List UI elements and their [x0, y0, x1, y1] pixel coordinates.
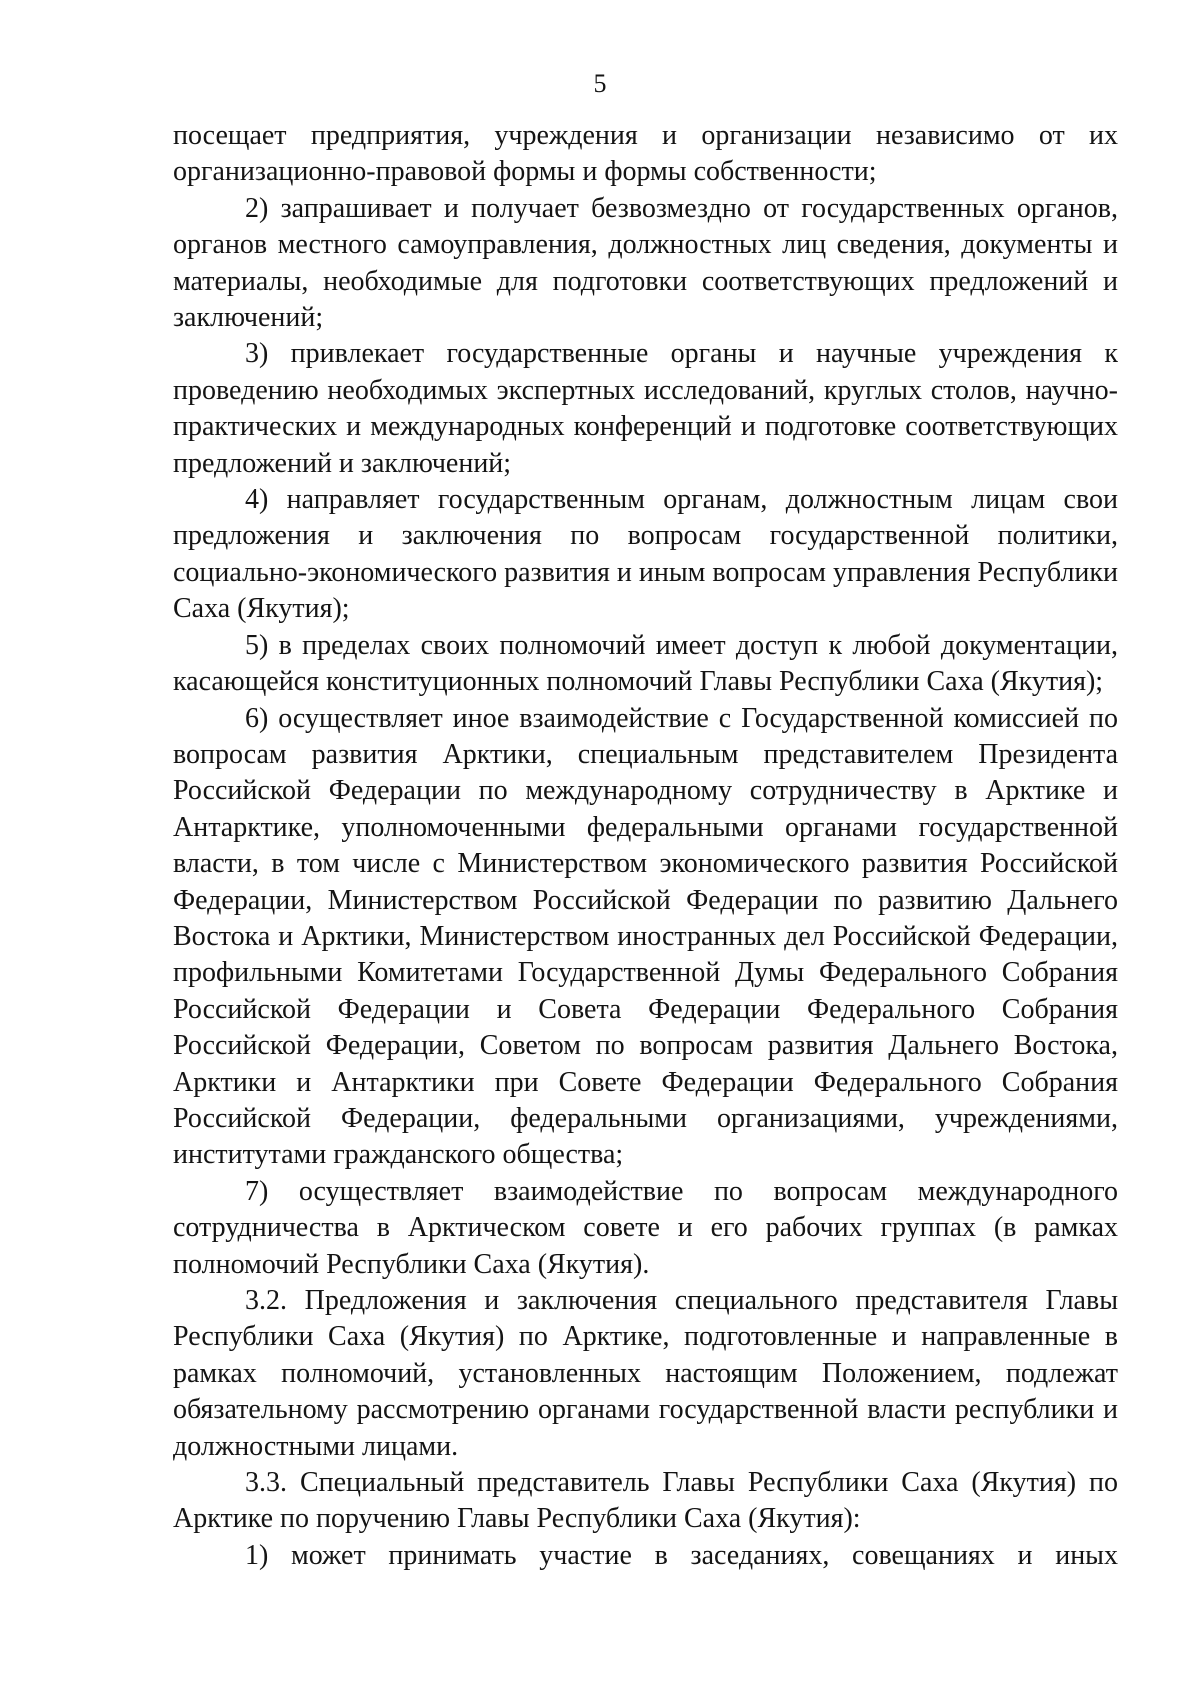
paragraph-item-6: 6) осуществляет иное взаимодействие с Государственной комиссией по вопросам развития Арктики, специальным представителем Президента Российской Федерации по международному сотрудничеству в Арктике и Антарктике, уполномоченными федеральными органами государственной власти, в том числе с Министерством экономического развития Российской Федерации, Министерством Российской Федерации по развитию Дальнего Востока и Арктики, Министерством иностранных дел Российской Федерации, профильными Комитетами Государственной Думы Федерального Собрания Российской Федерации и Совета Федерации Федерального Собрания Российской Федерации, Советом по вопросам развития Дальнего Востока, Арктики и Антарктики при Совете Федерации Федерального Собрания Российской Федерации, федеральными организациями, учреждениями, институтами гражданского общества; [173, 702, 1118, 1171]
page-number: 5 [593, 69, 607, 98]
paragraph-section-3-3: 3.3. Специальный представитель Главы Республики Саха (Якутия) по Арктике по поручению Главы Республики Саха (Якутия): [173, 1467, 1118, 1535]
paragraph-continuation: посещает предприятия, учреждения и организации независимо от их организационно-правовой формы и формы собственности; [173, 120, 1118, 188]
paragraph-subitem-1: 1) может принимать участие в заседаниях, совещаниях и иных [245, 1539, 1118, 1571]
paragraph-item-7: 7) осуществляет взаимодействие по вопросам международного сотрудничества в Арктическом совете и его рабочих группах (в рамках полномочий Республики Саха (Якутия). [173, 1175, 1118, 1280]
document-body [173, 118, 1118, 1574]
paragraph-item-3: 3) привлекает государственные органы и научные учреждения к проведению необходимых экспертных исследований, круглых столов, научно-практических и международных конференций и подготовке соответствующих предложений и заключений; [173, 338, 1118, 479]
paragraph-item-4: 4) направляет государственным органам, должностным лицам свои предложения и заключения по вопросам государственной политики, социально-экономического развития и иным вопросам управления Республики Саха (Якутия); [173, 484, 1118, 625]
paragraph-section-3-2: 3.2. Предложения и заключения специального представителя Главы Республики Саха (Якутия) по Арктике, подготовленные и направленные в рамках полномочий, установленных настоящим Положением, подлежат обязательному рассмотрению органами государственной власти республики и должностными лицами. [173, 1285, 1118, 1462]
paragraph-item-5: 5) в пределах своих полномочий имеет доступ к любой документации, касающейся конституционных полномочий Главы Республики Саха (Якутия); [173, 629, 1118, 698]
paragraph-item-2: 2) запрашивает и получает безвозмездно от государственных органов, органов местного самоуправления, должностных лиц сведения, документы и материалы, необходимые для подготовки соответствующих предложений и заключений; [173, 192, 1118, 334]
